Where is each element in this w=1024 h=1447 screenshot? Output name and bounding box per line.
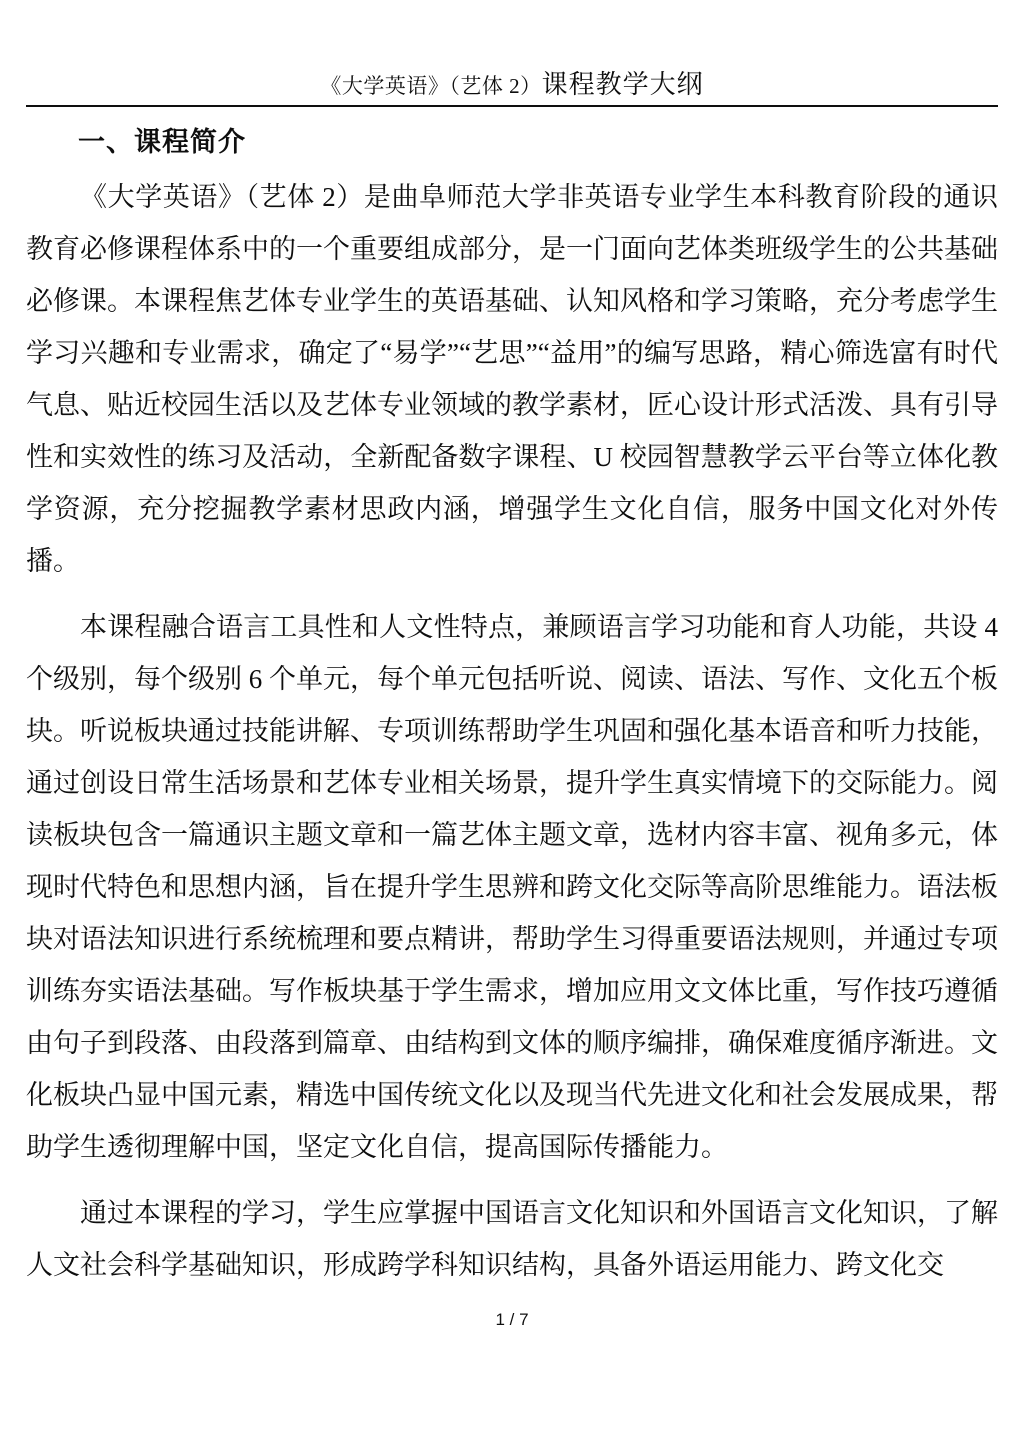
page-number: 1 / 7: [495, 1310, 529, 1329]
section-heading-course-intro: 一、课程简介: [78, 126, 246, 157]
paragraph-learning-outcomes: 通过本课程的学习，学生应掌握中国语言文化知识和外国语言文化知识，了解人文社会科学基础知识，形成跨学科知识结构，具备外语运用能力、跨文化交: [26, 1197, 998, 1280]
paragraph-course-structure: 本课程融合语言工具性和人文性特点，兼顾语言学习功能和育人功能，共设 4 个级别，每个级别 6 个单元，每个单元包括听说、阅读、语法、写作、文化五个板块。听说板块通过技能讲解、专项训练帮助学生巩固和强化基本语音和听力技能，通过创设日常生活场景和艺体专业相关场景，提升学生真实情境下的交际能力。阅读板块包含一篇通识主题文章和一篇艺体主题文章，选材内容丰富、视角多元，体现时代特色和思想内涵，旨在提升学生思辨和跨文化交际等高阶思维能力。语法板块对语法知识进行系统梳理和要点精讲，帮助学生习得重要语法规则，并通过专项训练夯实语法基础。写作板块基于学生需求，增加应用文文体比重，写作技巧遵循由句子到段落、由段落到篇章、由结构到文体的顺序编排，确保难度循序渐进。文化板块凸显中国元素，精选中国传统文化以及现当代先进文化和社会发展成果，帮助学生透彻理解中国，坚定文化自信，提高国际传播能力。: [26, 611, 998, 1162]
document-header: [26, 70, 998, 107]
header-title-book: 《大学英语》（艺体 2）: [320, 74, 542, 98]
paragraph-course-overview: 《大学英语》（艺体 2）是曲阜师范大学非英语专业学生本科教育阶段的通识教育必修课程体系中的一个重要组成部分，是一门面向艺体类班级学生的公共基础必修课。本课程焦艺体专业学生的英语基础、认知风格和学习策略，充分考虑学生学习兴趣和专业需求，确定了“易学”“艺思”“益用”的编写思路，精心筛选富有时代气息、贴近校园生活以及艺体专业领域的教学素材，匠心设计形式活泼、具有引导性和实效性的练习及活动，全新配备数字课程、U 校园智慧教学云平台等立体化教学资源，充分挖掘教学素材思政内涵，增强学生文化自信，服务中国文化对外传播。: [26, 181, 998, 576]
body-text: [26, 171, 998, 1291]
header-title-main: 课程教学大纲: [541, 70, 704, 99]
